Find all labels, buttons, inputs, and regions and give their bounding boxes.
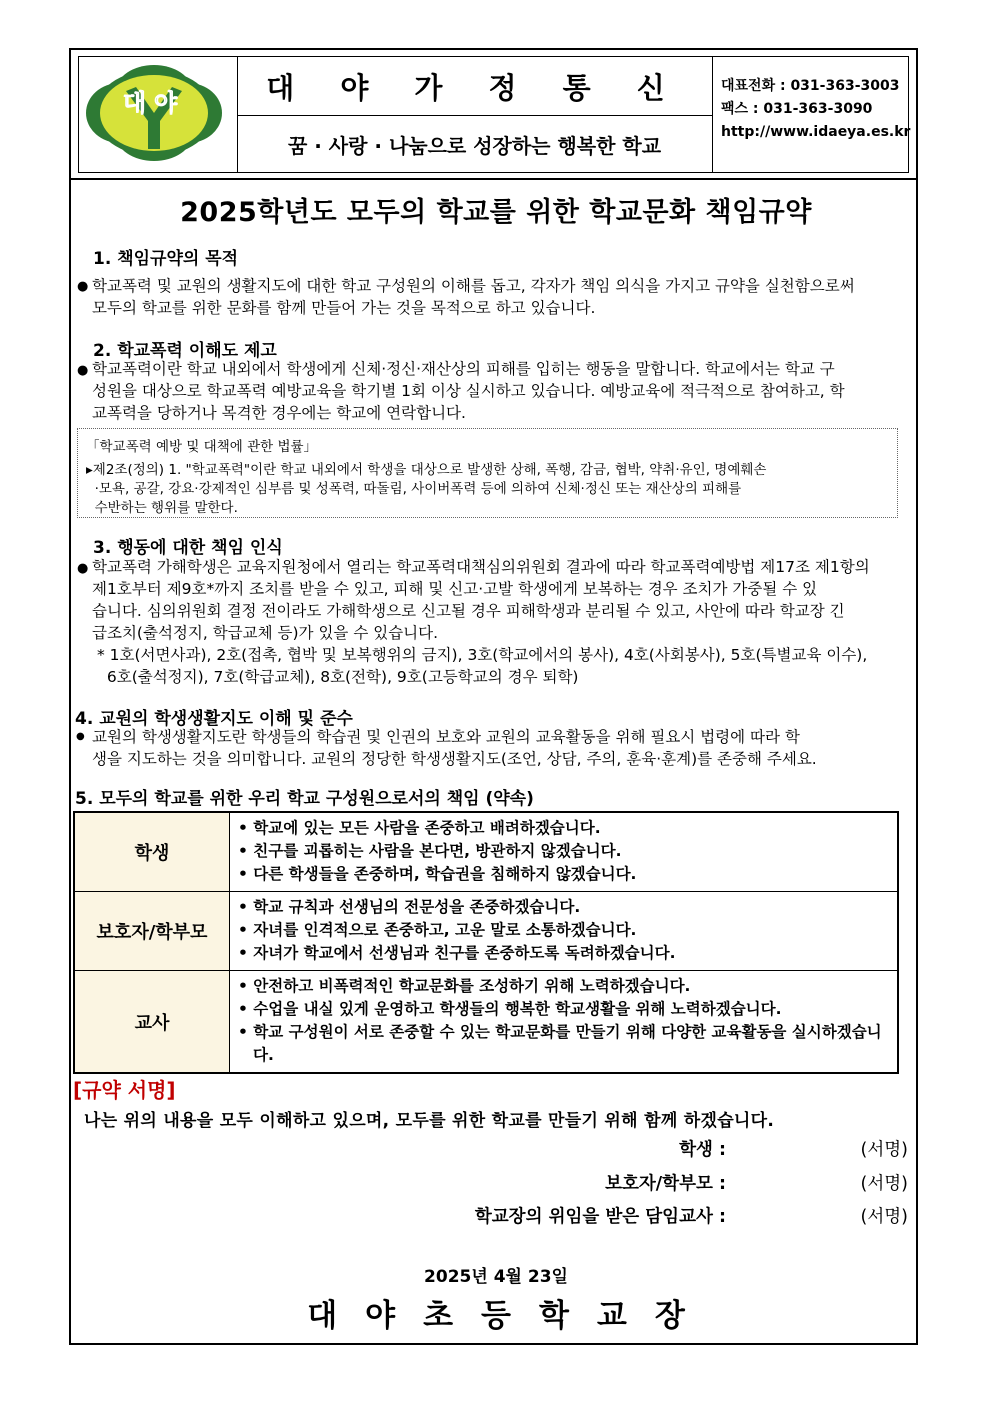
section-4-heading: 4. 교원의 학생생활지도 이해 및 준수 <box>75 709 353 729</box>
signer-teacher: 학교장의 위임을 받은 담임교사 : <box>474 1207 726 1227</box>
footnote-line: * 1호(서면사과), 2호(접촉, 협박 및 보복행위의 금지), 3호(학교에서의 봉사), 4호(사회봉사), 5호(특별교육 이수), <box>97 646 868 664</box>
pledge-item: • 안전하고 비폭력적인 학교문화를 조성하기 위해 노력하겠습니다. <box>238 977 691 995</box>
text-line: 수반하는 행위를 말한다. <box>86 500 238 516</box>
title-cell <box>237 57 713 172</box>
document-frame <box>69 48 918 1345</box>
bullet-icon: ● <box>77 363 89 378</box>
text-line: 교원의 학생생활지도란 학생들의 학습권 및 인권의 보호와 교원의 교육활동을 위해 필요시 법령에 따라 학 <box>92 728 800 746</box>
section-2-body <box>92 358 845 424</box>
signature-field-teacher[interactable]: (서명) <box>860 1207 908 1227</box>
signature-field-parent[interactable]: (서명) <box>860 1174 908 1194</box>
pledge-item: • 다른 학생들을 존중하며, 학습권을 침해하지 않겠습니다. <box>238 865 637 883</box>
footnote-line: 6호(출석정지), 7호(학급교체), 8호(전학), 9호(고등학교의 경우 퇴학) <box>97 668 579 686</box>
text-line: 생을 지도하는 것을 의미합니다. 교원의 정당한 학생생활지도(조언, 상담, 주의, 훈육·훈계)를 존중해 주세요. <box>92 750 817 768</box>
text-line: 습니다. 심의위원회 결정 전이라도 가해학생으로 신고될 경우 피해학생과 분리될 수 있고, 사안에 따라 학교장 긴 <box>92 602 845 620</box>
role-student: 학생 <box>74 812 230 892</box>
contact-fax: 팩스 : 031-363-3090 <box>721 101 873 117</box>
pledge-item: • 친구를 괴롭히는 사람을 본다면, 방관하지 않겠습니다. <box>238 842 622 860</box>
text-line: 학교폭력이란 학교 내외에서 학생에게 신체·정신·재산상의 피해를 입히는 행동을 말합니다. 학교에서는 학교 구 <box>92 360 835 378</box>
signature-label: [규약 서명] <box>73 1078 176 1102</box>
section-4-body <box>92 726 817 770</box>
logo-text: 대야 <box>122 89 186 117</box>
section-5-heading: 5. 모두의 학교를 위한 우리 학교 구성원으로서의 책임 (약속) <box>75 789 534 809</box>
text-line: ▸제2조(정의) 1. "학교폭력"이란 학교 내외에서 학생을 대상으로 발생한 상해, 폭행, 감금, 협박, 약취·유인, 명예훼손 <box>86 462 767 478</box>
header-divider <box>71 178 916 180</box>
role-teacher: 교사 <box>74 971 230 1074</box>
newsletter-header <box>78 56 909 173</box>
signer-parent: 보호자/학부모 : <box>605 1174 726 1194</box>
pledge-item: • 자녀를 인격적으로 존중하고, 고운 말로 소통하겠습니다. <box>238 921 637 939</box>
newsletter-title: 대 야 가 정 통 신 <box>237 57 712 116</box>
contact-website[interactable]: http://www.idaeya.es.kr <box>721 124 911 140</box>
text-line: 제1호부터 제9호*까지 조치를 받을 수 있고, 피해 및 신고·고발 학생에게 보복하는 경우 조치가 가중될 수 있 <box>92 580 818 598</box>
signer-student: 학생 : <box>679 1140 726 1160</box>
signature-field-student[interactable]: (서명) <box>860 1140 908 1160</box>
section-2-heading: 2. 학교폭력 이해도 제고 <box>93 341 277 361</box>
school-slogan: 꿈 · 사랑 · 나눔으로 성장하는 행복한 학교 <box>287 133 662 158</box>
text-line: 학교폭력 및 교원의 생활지도에 대한 학교 구성원의 이해를 돕고, 각자가 책임 의식을 가지고 규약을 실천함으로써 <box>92 277 855 295</box>
text-line: 급조치(출석정지, 학급교체 등)가 있을 수 있습니다. <box>92 624 439 642</box>
table-row <box>74 971 898 1074</box>
section-1-heading: 1. 책임규약의 목적 <box>93 249 239 269</box>
contact-info <box>721 75 911 144</box>
section-1-body <box>92 275 855 319</box>
school-logo <box>79 57 229 169</box>
bullet-icon: ● <box>77 561 89 576</box>
text-line: 모두의 학교를 위한 문화를 함께 만들어 가는 것을 목적으로 하고 있습니다. <box>92 299 596 317</box>
section-3-heading: 3. 행동에 대한 책임 인식 <box>93 538 283 558</box>
pledge-item: • 학교 규칙과 선생님의 전문성을 존중하겠습니다. <box>238 898 581 916</box>
pledge-item: • 수업을 내실 있게 운영하고 학생들의 행복한 학교생활을 위해 노력하겠습니다. <box>238 1000 782 1018</box>
responsibility-table <box>73 811 899 1074</box>
document-title: 2025학년도 모두의 학교를 위한 학교문화 책임규약 <box>180 197 812 228</box>
text-line: ·모욕, 공갈, 강요·강제적인 심부름 및 성폭력, 따돌림, 사이버폭력 등에 의하여 신체·정신 또는 재산상의 피해를 <box>86 481 742 497</box>
table-row <box>74 892 898 971</box>
principal-name: 대야초등학교장 <box>307 1298 713 1334</box>
document-date: 2025년 4월 23일 <box>424 1267 568 1287</box>
signature-statement: 나는 위의 내용을 모두 이해하고 있으며, 모두를 위한 학교를 만들기 위해 함께 하겠습니다. <box>84 1111 775 1131</box>
role-parent: 보호자/학부모 <box>74 892 230 971</box>
pledge-item: • 학교 구성원이 서로 존중할 수 있는 학교문화를 만들기 위해 다양한 교육활동을 실시하겠습니다. <box>238 1023 882 1064</box>
text-line: 성원을 대상으로 학교폭력 예방교육을 학기별 1회 이상 실시하고 있습니다. 예방교육에 적극적으로 참여하고, 학 <box>92 382 845 400</box>
pledge-item: • 자녀가 학교에서 선생님과 친구를 존중하도록 독려하겠습니다. <box>238 944 676 962</box>
logo-cell <box>79 57 238 172</box>
text-line: 학교폭력 가해학생은 교육지원청에서 열리는 학교폭력대책심의위원회 결과에 따라 학교폭력예방법 제17조 제1항의 <box>92 558 870 576</box>
section-3-body <box>92 556 870 688</box>
role-items <box>230 812 899 892</box>
bullet-icon: ● <box>77 279 89 294</box>
pledge-item: • 학교에 있는 모든 사람을 존중하고 배려하겠습니다. <box>238 819 601 837</box>
role-items <box>230 892 899 971</box>
table-row <box>74 812 898 892</box>
law-title: 「학교폭력 예방 및 대책에 관한 법률」 <box>86 439 318 455</box>
law-excerpt-box <box>77 428 898 518</box>
law-text <box>86 461 766 518</box>
text-line: 교폭력을 당하거나 목격한 경우에는 학교에 연락합니다. <box>92 404 466 422</box>
contact-phone: 대표전화 : 031-363-3003 <box>721 78 900 94</box>
role-items <box>230 971 899 1074</box>
bullet-icon: ● <box>76 731 85 742</box>
